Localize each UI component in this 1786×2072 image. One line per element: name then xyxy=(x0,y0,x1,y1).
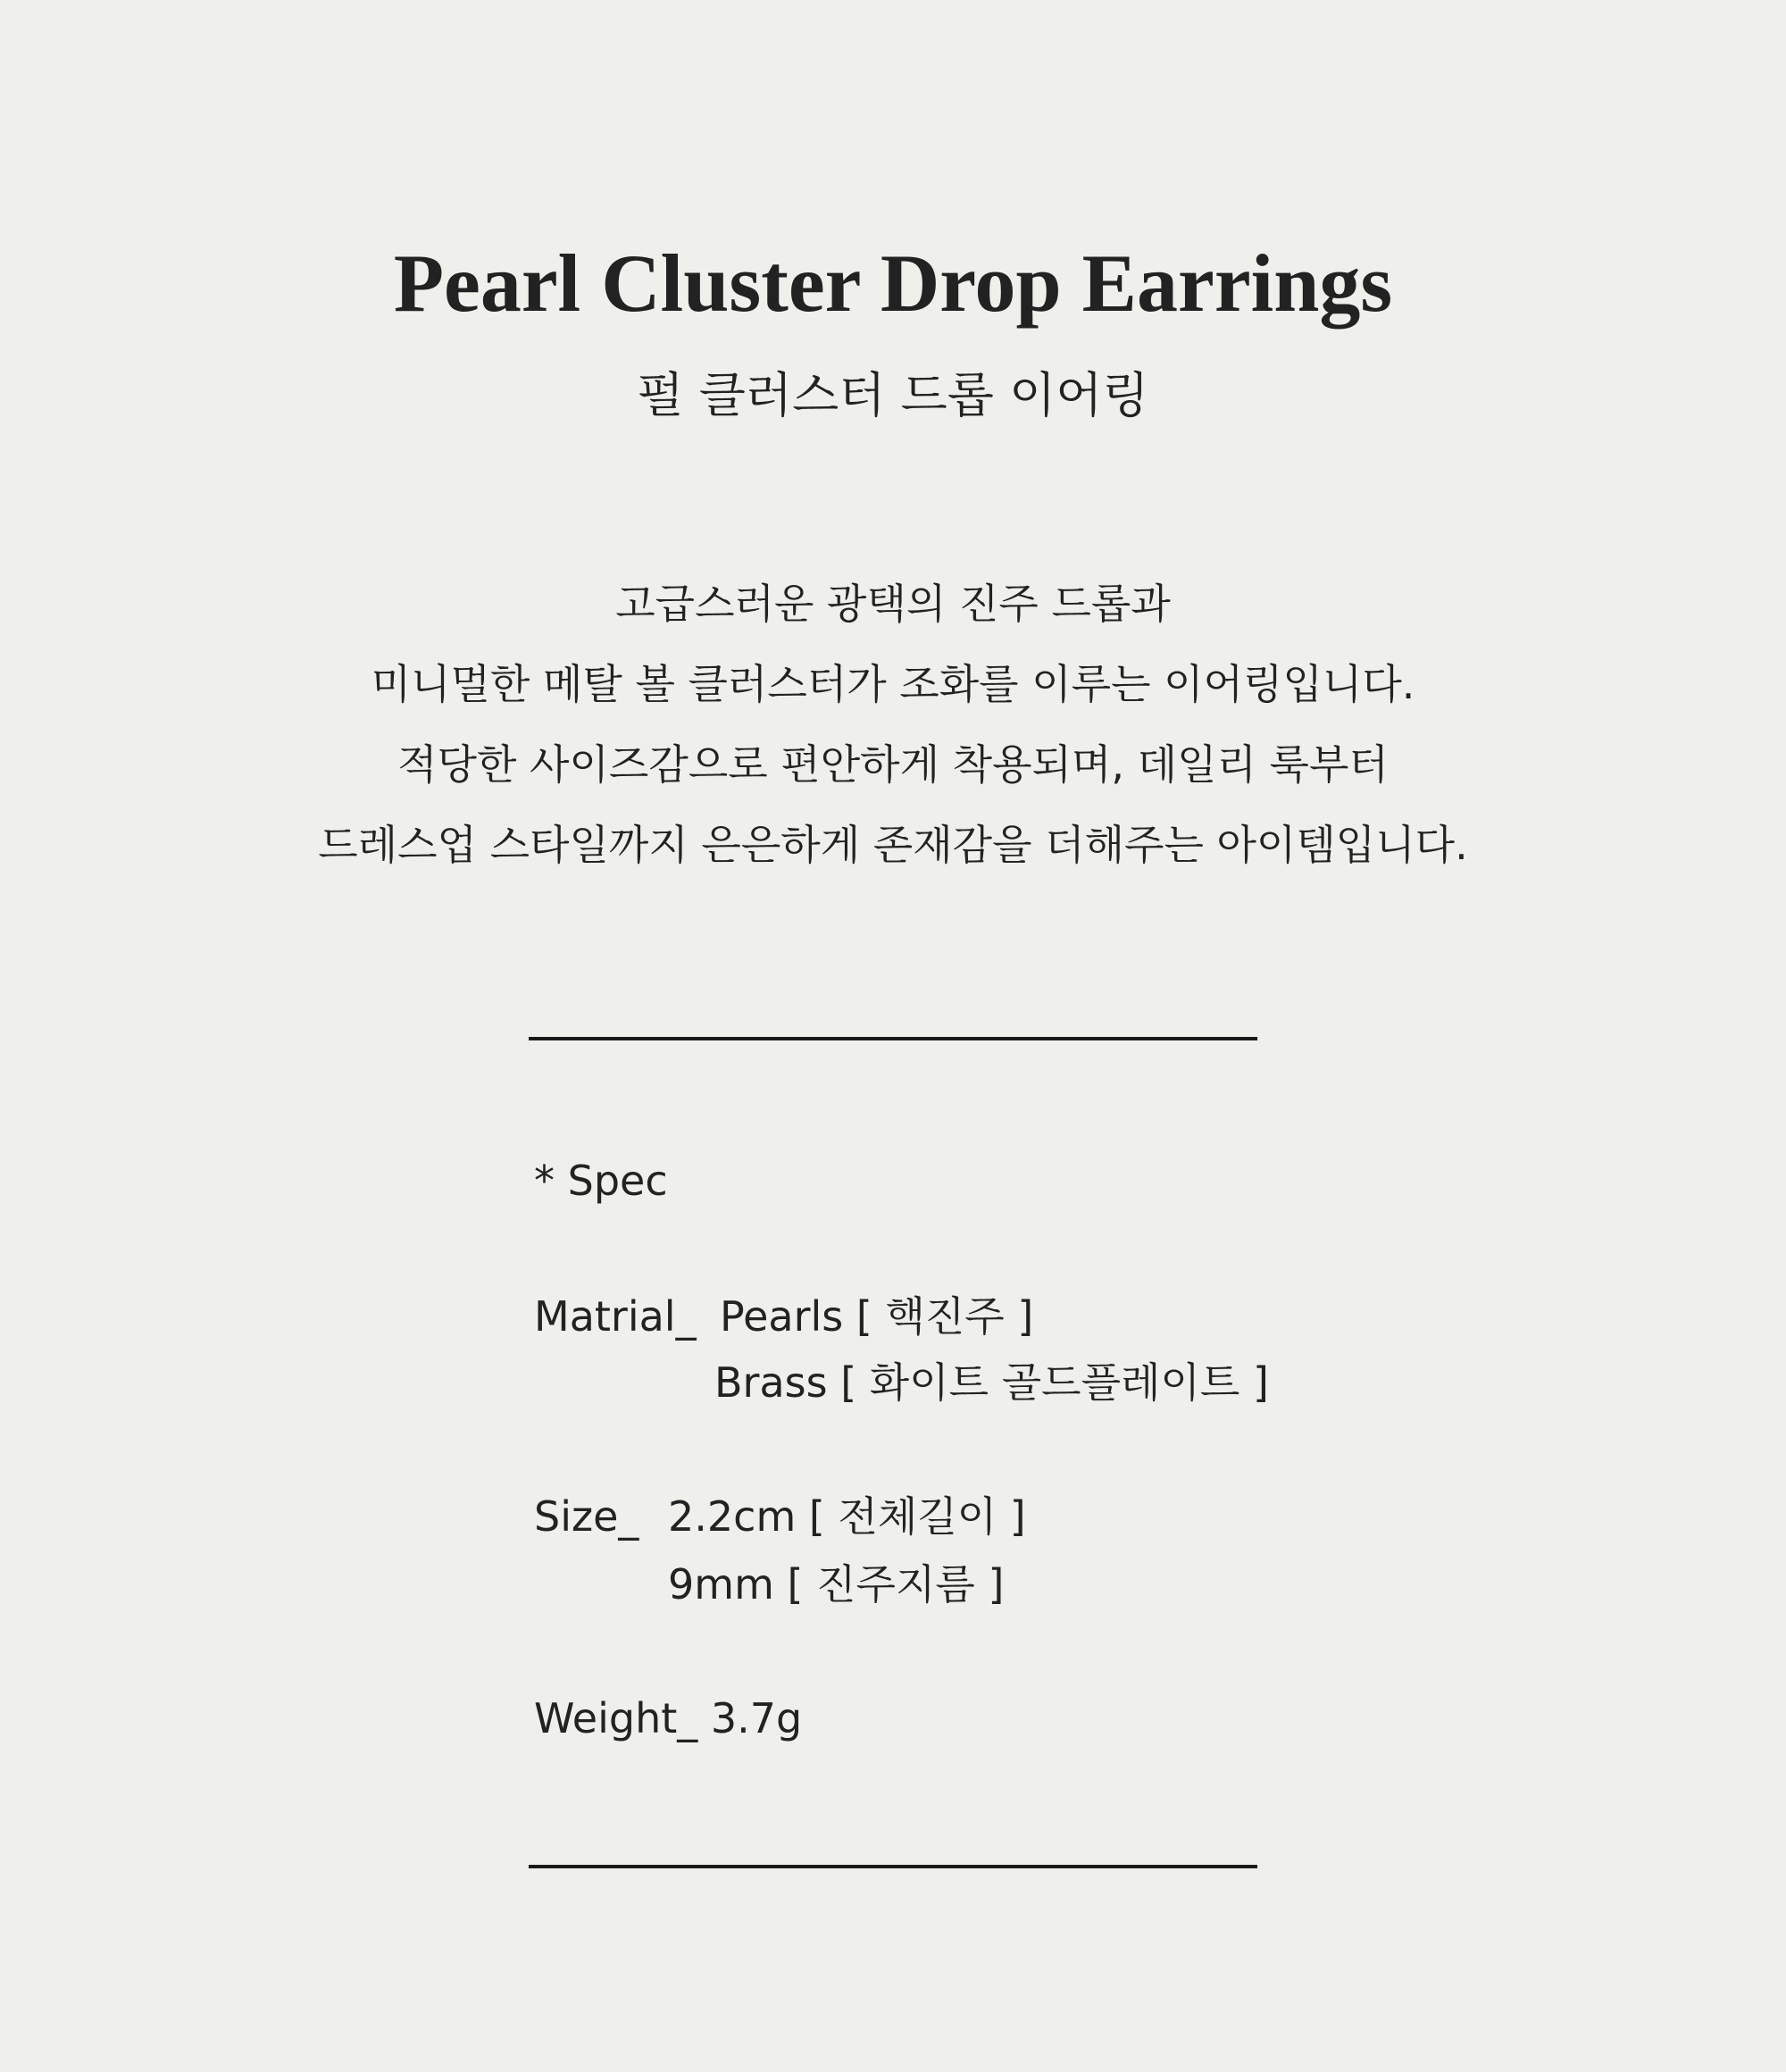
spec-size-pearl-diameter: 9mm [ 진주지름 ] xyxy=(668,1560,1005,1608)
spec-size-length: 2.2cm [ 전체길이 ] xyxy=(668,1492,1026,1541)
spec-material-label: Matrial_ xyxy=(534,1292,697,1341)
product-description xyxy=(0,570,1786,891)
description-line: 미니멀한 메탈 볼 클러스터가 조화를 이루는 이어링입니다. xyxy=(371,660,1415,708)
spec-material-brass: Brass [ 화이트 골드플레이트 ] xyxy=(714,1358,1269,1407)
description-line: 적당한 사이즈감으로 편안하게 착용되며, 데일리 룩부터 xyxy=(397,740,1389,789)
bottom-divider xyxy=(529,1865,1257,1868)
product-title: Pearl Cluster Drop Earrings xyxy=(393,238,1393,329)
spec-weight: Weight_ 3.7g xyxy=(534,1694,803,1742)
spec-material-pearls: Pearls [ 핵진주 ] xyxy=(720,1292,1034,1341)
top-divider xyxy=(529,1037,1257,1040)
description-line: 드레스업 스타일까지 은은하게 존재감을 더해주는 아이템입니다. xyxy=(318,821,1468,869)
description-line: 고급스러운 광택의 진주 드롭과 xyxy=(615,580,1171,628)
spec-heading: * Spec xyxy=(534,1157,668,1205)
spec-size-label: Size_ xyxy=(534,1492,639,1541)
product-subtitle: 펄 클러스터 드롭 이어링 xyxy=(637,367,1149,423)
